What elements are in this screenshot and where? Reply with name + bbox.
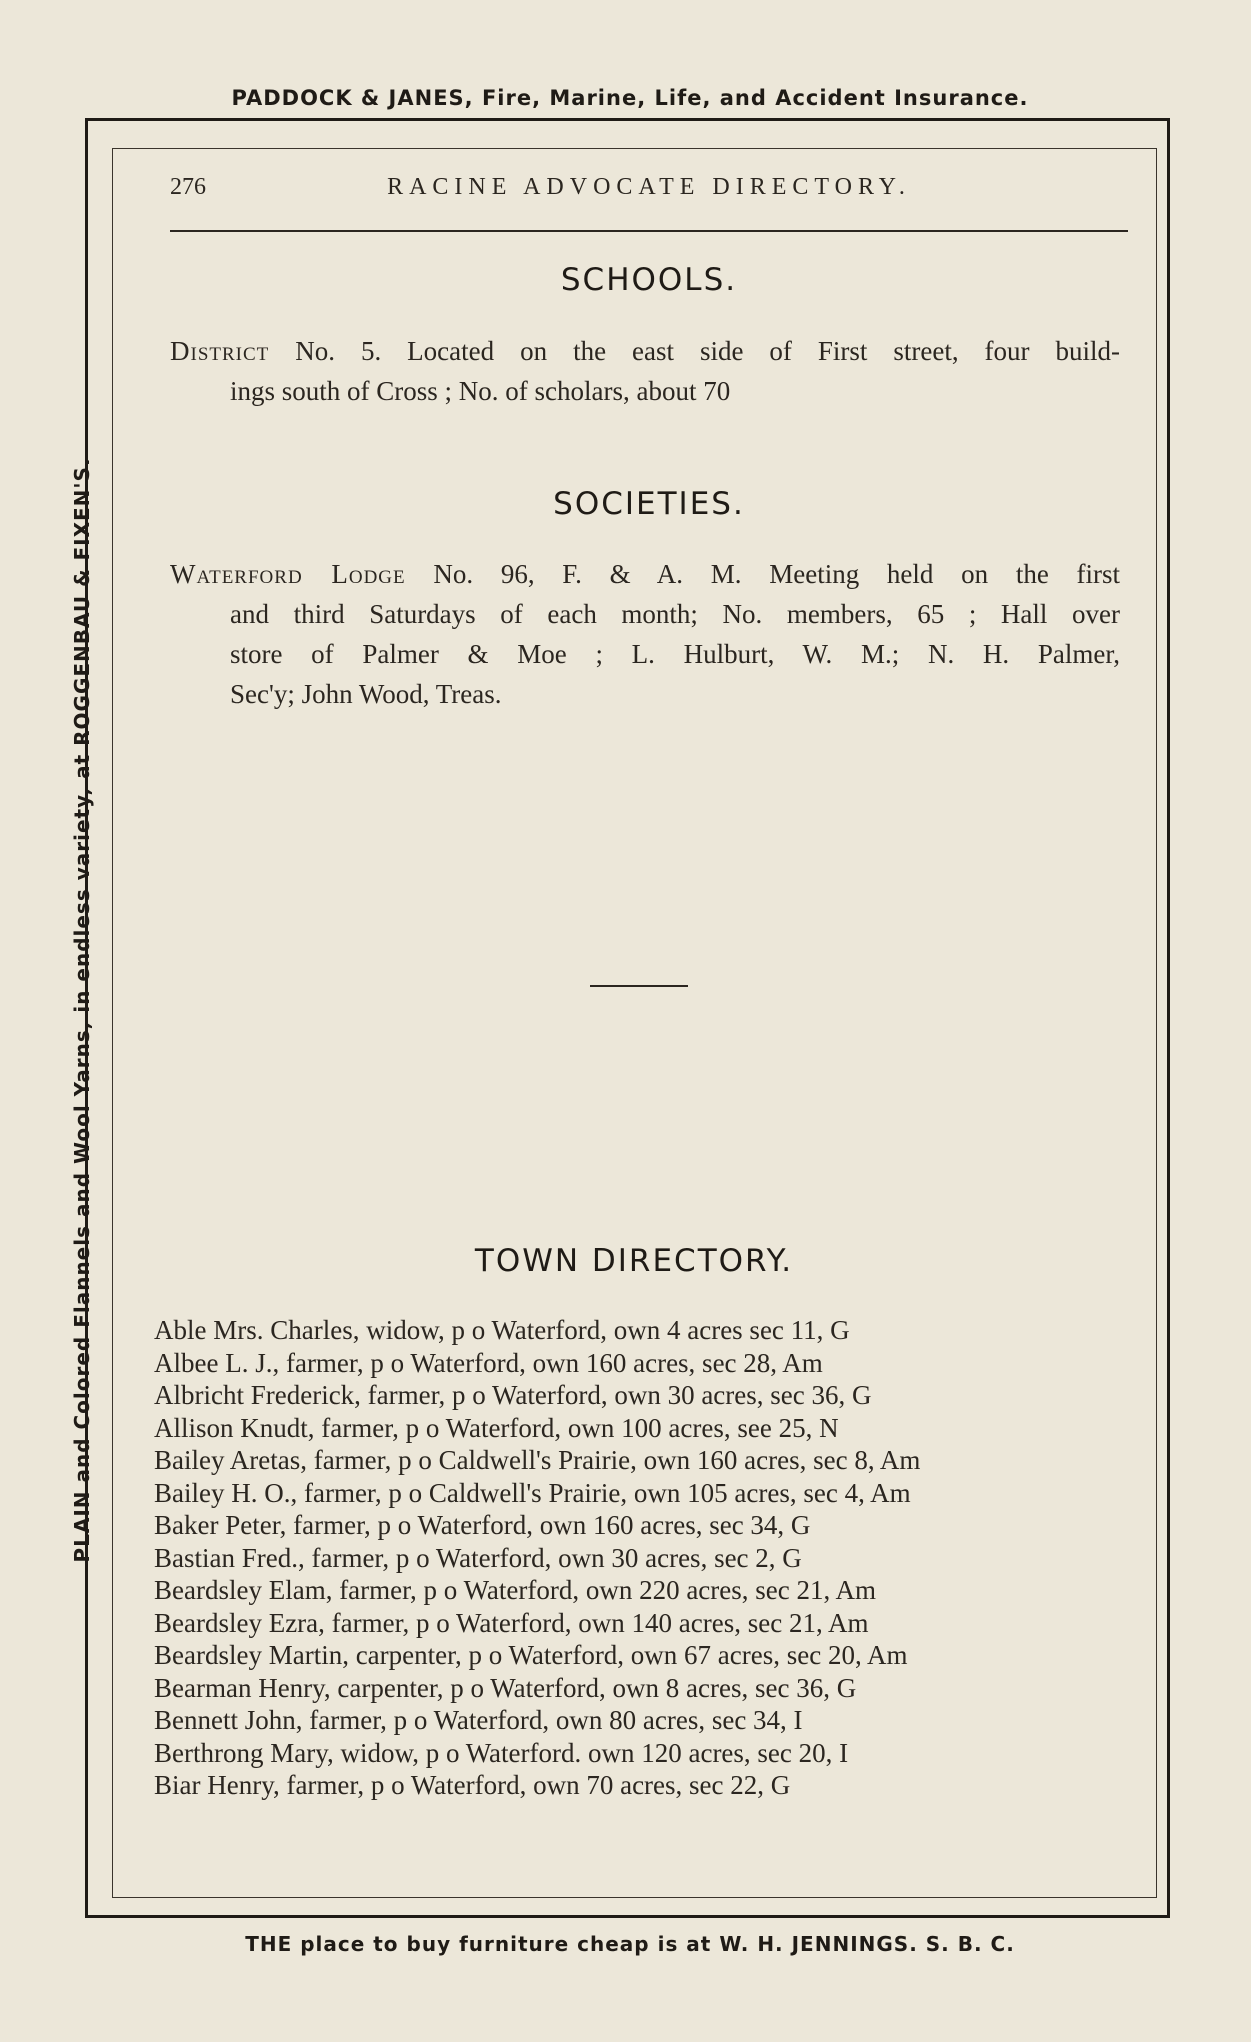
side-advertisement: PLAIN and Colored Flannels and Wool Yarns, in endless variety, at ROGGENBAU & FIXEN'S.: [70, 457, 94, 1563]
list-item: Biar Henry, farmer, p o Waterford, own 70 acres, sec 22, G: [154, 1770, 791, 1800]
societies-heading: SOCIETIES.: [553, 486, 745, 522]
list-item: Albricht Frederick, farmer, p o Waterford, own 30 acres, sec 36, G: [154, 1380, 872, 1410]
schools-entry-line-1: District No. 5. Located on the east side of First street, four build-: [170, 336, 1120, 366]
list-item: Beardsley Martin, carpenter, p o Waterford, own 67 acres, sec 20, Am: [154, 1640, 908, 1670]
societies-entry-line-3: store of Palmer & Moe ; L. Hulburt, W. M.; N. H. Palmer,: [230, 639, 1120, 669]
list-item: Beardsley Ezra, farmer, p o Waterford, own 140 acres, sec 21, Am: [154, 1607, 869, 1638]
running-title: RACINE ADVOCATE DIRECTORY.: [387, 174, 911, 200]
bottom-advertisement: THE place to buy furniture cheap is at W. H. JENNINGS. S. B. C.: [245, 1932, 1015, 1956]
societies-entry-line-2: and third Saturdays of each month; No. members, 65 ; Hall over: [230, 599, 1120, 629]
list-item: Allison Knudt, farmer, p o Waterford, own 100 acres, see 25, N: [154, 1412, 839, 1443]
societies-entry-line-4: Sec'y; John Wood, Treas.: [230, 679, 502, 709]
societies-entry-name: Waterford Lodge: [170, 559, 406, 589]
town-directory-list: [154, 1314, 1114, 1802]
list-item: Beardsley Elam, farmer, p o Waterford, own 220 acres, sec 21, Am: [154, 1575, 877, 1605]
list-item: Bailey Aretas, farmer, p o Caldwell's Prairie, own 160 acres, sec 8, Am: [154, 1445, 921, 1475]
list-item: Bennett John, farmer, p o Waterford, own 80 acres, sec 34, I: [154, 1705, 803, 1735]
list-item: Bastian Fred., farmer, p o Waterford, own 30 acres, sec 2, G: [154, 1542, 802, 1573]
list-item: Able Mrs. Charles, widow, p o Waterford, own 4 acres sec 11, G: [154, 1315, 850, 1345]
schools-heading: SCHOOLS.: [560, 262, 738, 298]
societies-entry-line-1: Waterford Lodge No. 96, F. & A. M. Meeting held on the first: [170, 559, 1121, 589]
schools-entry-line-2: ings south of Cross ; No. of scholars, about 70: [230, 376, 731, 406]
list-item: Berthrong Mary, widow, p o Waterford. own 120 acres, sec 20, I: [154, 1737, 849, 1768]
schools-entry-name: District: [170, 336, 270, 366]
list-item: Bailey H. O., farmer, p o Caldwell's Prairie, own 105 acres, sec 4, Am: [154, 1477, 911, 1508]
societies-entry: [170, 554, 1120, 714]
header-rule: [170, 230, 1128, 232]
page-header: [170, 174, 1128, 214]
list-item: Bearman Henry, carpenter, p o Waterford, own 8 acres, sec 36, G: [154, 1672, 857, 1703]
list-item: Albee L. J., farmer, p o Waterford, own 160 acres, sec 28, Am: [154, 1347, 823, 1378]
town-directory-heading: TOWN DIRECTORY.: [474, 1243, 794, 1279]
page-number: 276: [170, 174, 206, 200]
section-divider: [590, 985, 688, 987]
schools-entry: [170, 331, 1120, 411]
top-advertisement: PADDOCK & JANES, Fire, Marine, Life, and Accident Insurance.: [231, 86, 1029, 110]
list-item: Baker Peter, farmer, p o Waterford, own 160 acres, sec 34, G: [154, 1510, 811, 1540]
